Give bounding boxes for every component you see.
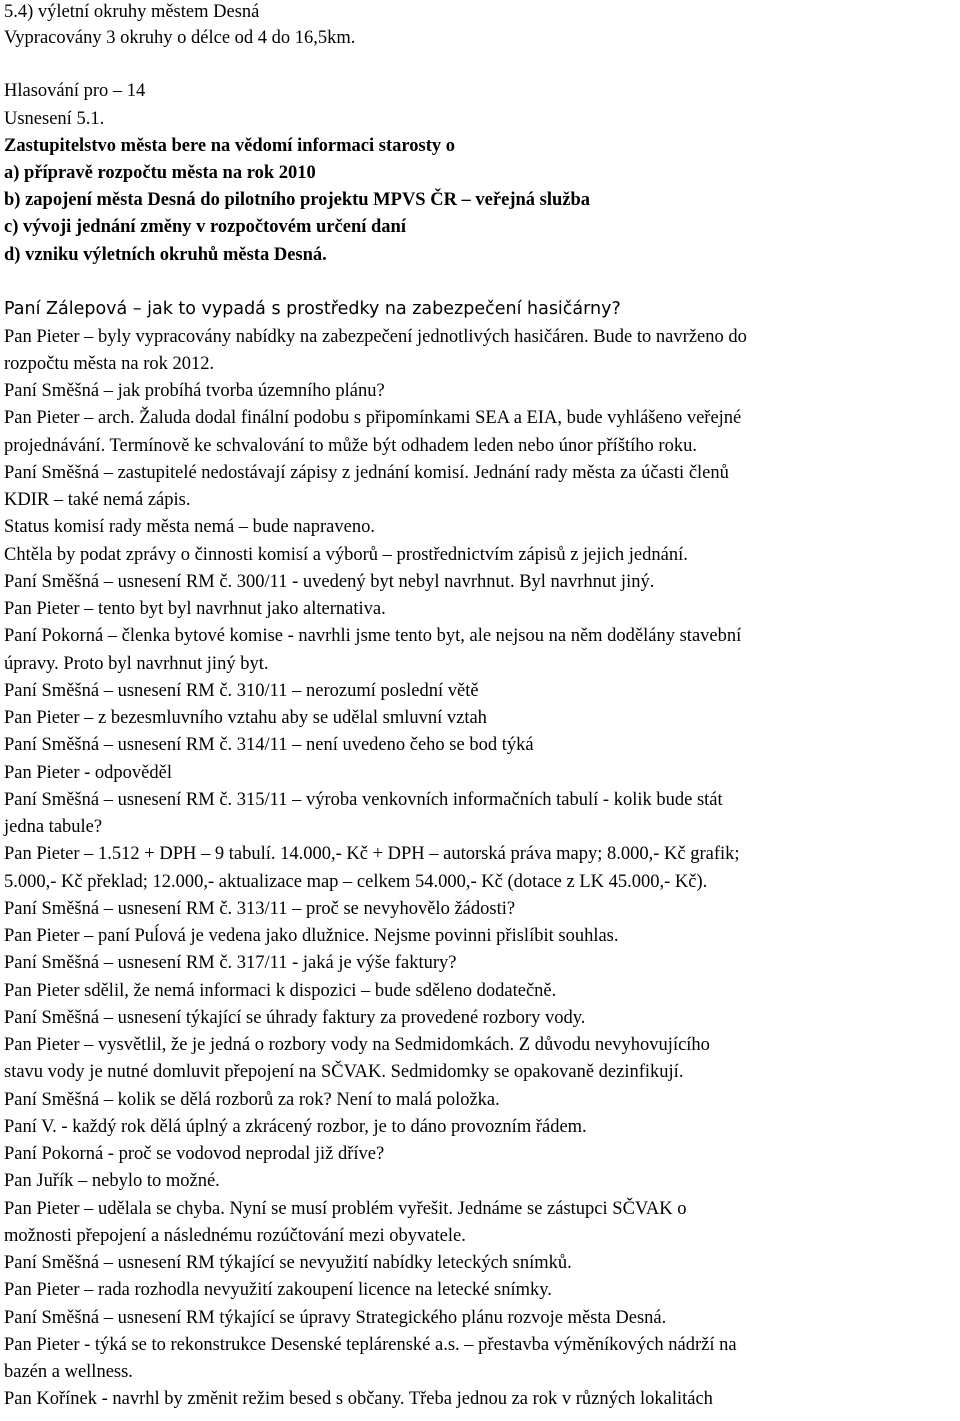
discussion-line: Paní Směšná – zastupitelé nedostávají zápisy z jednání komisí. Jednání rady města za účasti členů [4,463,729,483]
discussion-line: 5.000,- Kč překlad; 12.000,- aktualizace map – celkem 54.000,- Kč (dotace z LK 45.000,- Kč). [4,872,708,892]
discussion-line: možnosti přepojení a následnému rozúčtování mezi obyvatele. [4,1226,466,1246]
discussion-line: Pan Pieter sdělil, že nemá informaci k dispozici – bude sděleno dodatečně. [4,981,557,1001]
discussion-line: Paní Směšná – usnesení RM týkající se nevyužití nabídky leteckých snímků. [4,1253,572,1273]
discussion-line: Paní Směšná – usnesení RM č. 300/11 - uvedený byt nebyl navrhnut. Byl navrhnut jiný. [4,572,655,592]
discussion-line: Pan Pieter – rada rozhodla nevyužití zakoupení licence na letecké snímky. [4,1280,552,1300]
discussion-line: Paní Směšná – jak probíhá tvorba územního plánu? [4,381,385,401]
discussion-line: rozpočtu města na rok 2012. [4,354,215,374]
discussion-line: Pan Pieter – paní Puĺová je vedena jako dlužnice. Nejsme povinni přislíbit souhlas. [4,926,619,946]
vote-line: Hlasování pro – 14 [4,81,146,101]
discussion-line: Pan Kořínek - navrhl by změnit režim besed s občany. Třeba jednou za rok v různých lokalitách [4,1389,713,1409]
discussion-line: Paní Směšná – usnesení RM č. 317/11 - jaká je výše faktury? [4,953,457,973]
discussion-line: úpravy. Proto byl navrhnut jiný byt. [4,654,269,674]
discussion-line: Paní Směšná – kolik se dělá rozborů za rok? Není to malá položka. [4,1090,500,1110]
discussion-line: Paní Směšná – usnesení RM č. 315/11 – výroba venkovních informačních tabulí - kolik bude stát [4,790,723,810]
discussion-line: Paní Směšná – usnesení týkající se úhrady faktury za provedené rozbory vody. [4,1008,586,1028]
resolution-heading: Usnesení 5.1. [4,109,105,129]
resolution-text: Zastupitelstvo města bere na vědomí informaci starosty o [4,136,455,156]
section-heading: 5.4) výletní okruhy městem Desná [4,2,260,22]
discussion-line: Pan Pieter – arch. Žaluda dodal finální podobu s připomínkami SEA a EIA, bude vyhlášeno veřejné [4,408,742,428]
discussion-line: projednávání. Termínově ke schvalování to může být odhadem leden nebo únor příštího roku. [4,436,697,456]
discussion-line: Paní Směšná – usnesení RM č. 313/11 – proč se nevyhovělo žádosti? [4,899,516,919]
text-line: Vypracovány 3 okruhy o délce od 4 do 16,5km. [4,28,356,48]
discussion-line: Pan Pieter – z bezesmluvního vztahu aby se udělal smluvní vztah [4,708,487,728]
resolution-item: d) vzniku výletních okruhů města Desná. [4,245,327,265]
discussion-line: Paní V. - každý rok dělá úplný a zkrácený rozbor, je to dáno provozním řádem. [4,1117,587,1137]
discussion-line: Status komisí rady města nemá – bude napraveno. [4,517,375,537]
resolution-item: a) přípravě rozpočtu města na rok 2010 [4,163,316,183]
discussion-line: Pan Pieter – 1.512 + DPH – 9 tabulí. 14.000,- Kč + DPH – autorská práva mapy; 8.000,- Kč grafik; [4,844,740,864]
discussion-line: bazén a wellness. [4,1362,133,1382]
discussion-line: Pan Pieter – vysvětlil, že je jedná o rozbory vody na Sedmidomkách. Z důvodu nevyhovujícího [4,1035,710,1055]
discussion-line: Paní Směšná – usnesení RM týkající se úpravy Strategického plánu rozvoje města Desná. [4,1308,667,1328]
discussion-line: jedna tabule? [4,817,103,837]
discussion-line: Pan Pieter - odpověděl [4,763,172,783]
discussion-line: Paní Pokorná – členka bytové komise - navrhli jsme tento byt, ale nejsou na něm dodělány stavební [4,626,742,646]
resolution-item: b) zapojení města Desná do pilotního projektu MPVS ČR – veřejná služba [4,190,591,210]
discussion-line: Pan Pieter – tento byt byl navrhnut jako alternativa. [4,599,386,619]
discussion-line: Paní Zálepová – jak to vypadá s prostředky na zabezpečení hasičárny? [4,299,621,319]
resolution-item: c) vývoji jednání změny v rozpočtovém určení daní [4,217,406,237]
discussion-line: Chtěla by podat zprávy o činnosti komisí a výborů – prostřednictvím zápisů z jejich jednání. [4,545,688,565]
discussion-line: Pan Pieter – udělala se chyba. Nyní se musí problém vyřešit. Jednáme se zástupci SČVAK o [4,1199,687,1219]
discussion-line: KDIR – také nemá zápis. [4,490,191,510]
discussion-line: stavu vody je nutné domluvit přepojení na SČVAK. Sedmidomky se opakovaně dezinfikují. [4,1062,684,1082]
discussion-line: Pan Juřík – nebylo to možné. [4,1171,220,1191]
discussion-line: Paní Směšná – usnesení RM č. 310/11 – nerozumí poslední větě [4,681,479,701]
discussion-line: Pan Pieter - týká se to rekonstrukce Desenské teplárenské a.s. – přestavba výměníkových nádrží na [4,1335,737,1355]
discussion-line: Pan Pieter – byly vypracovány nabídky na zabezpečení jednotlivých hasičáren. Bude to navrženo do [4,327,747,347]
discussion-line: Paní Směšná – usnesení RM č. 314/11 – není uvedeno čeho se bod týká [4,735,534,755]
discussion-line: Paní Pokorná - proč se vodovod neprodal již dříve? [4,1144,385,1164]
